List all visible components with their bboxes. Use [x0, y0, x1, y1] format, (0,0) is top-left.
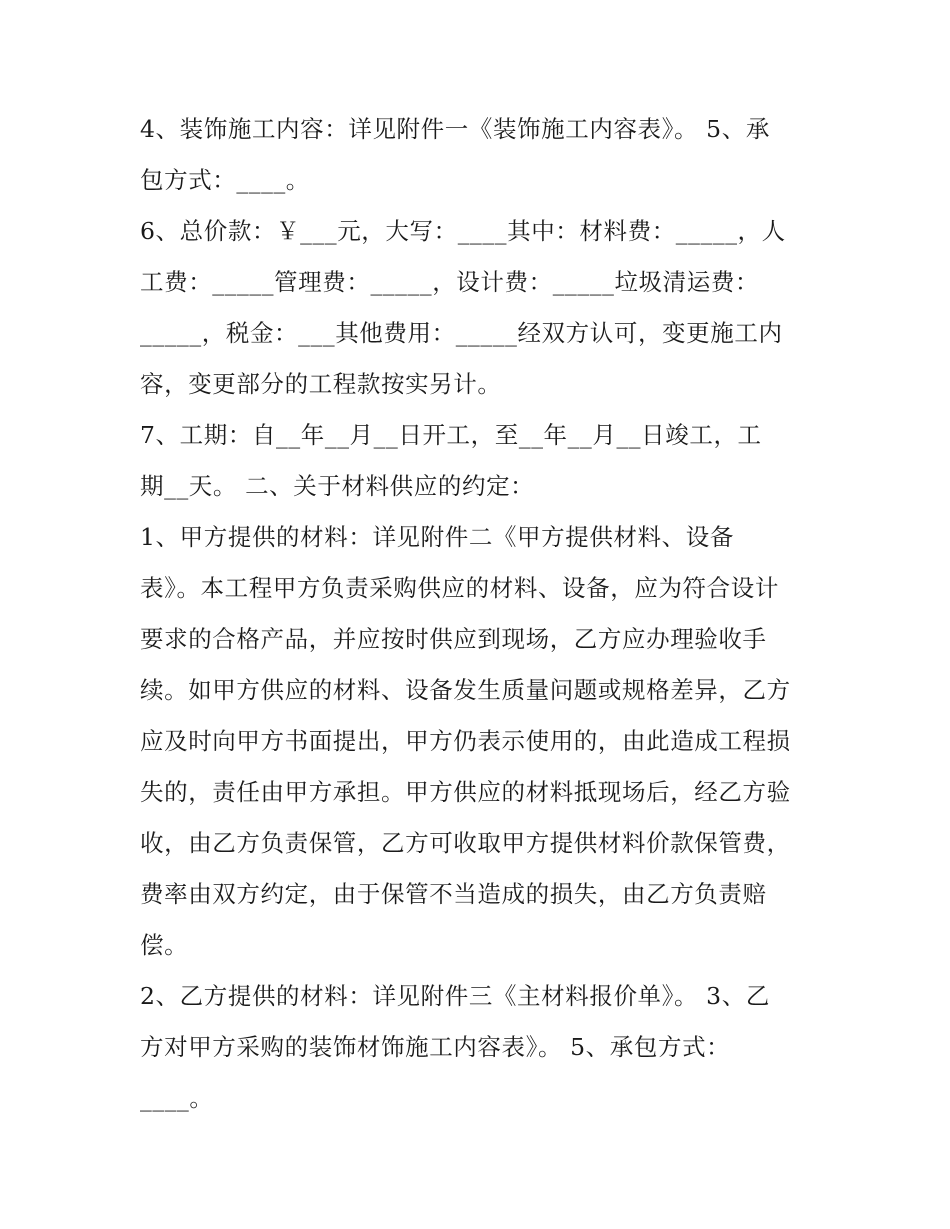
text-line: 工费：_____管理费：_____，设计费：_____垃圾清运费：: [140, 268, 760, 296]
text-line: 要求的合格产品，并应按时供应到现场，乙方应办理验收手: [140, 625, 767, 653]
text-line: 收，由乙方负责保管，乙方可收取甲方提供材料价款保管费，: [140, 829, 791, 857]
text-line: 2、乙方提供的材料：详见附件三《主材料报价单》。 3、乙: [140, 982, 770, 1010]
text-line: 容，变更部分的工程款按实另计。: [140, 370, 502, 398]
text-line: 6、总价款：￥___元，大写：____其中：材料费：_____，人: [140, 217, 786, 245]
text-line: 续。如甲方供应的材料、设备发生质量问题或规格差异，乙方: [140, 676, 791, 704]
text-line: ____。: [140, 1084, 214, 1112]
text-line: 表》。本工程甲方负责采购供应的材料、设备，应为符合设计: [140, 574, 779, 602]
text-line: 1、甲方提供的材料：详见附件二《甲方提供材料、设备: [140, 523, 734, 551]
text-line: 包方式：____。: [140, 166, 310, 194]
text-line: 7、工期：自__年__月__日开工，至__年__月__日竣工，工: [140, 421, 762, 449]
text-line: 失的，责任由甲方承担。甲方供应的材料抵现场后，经乙方验: [140, 778, 791, 806]
text-line: 偿。: [140, 931, 189, 959]
text-line: 费率由双方约定，由于保管不当造成的损失，由乙方负责赔: [140, 880, 767, 908]
text-line: 期__天。 二、关于材料供应的约定：: [140, 472, 535, 500]
text-line: _____，税金：___其他费用：_____经双方认可，变更施工内: [140, 319, 783, 347]
text-line: 4、装饰施工内容：详见附件一《装饰施工内容表》。 5、承: [140, 115, 770, 143]
text-line: 方对甲方采购的装饰材饰施工内容表》。 5、承包方式：: [140, 1033, 731, 1061]
text-line: 应及时向甲方书面提出，甲方仍表示使用的，由此造成工程损: [140, 727, 791, 755]
document-body: [140, 104, 820, 1124]
